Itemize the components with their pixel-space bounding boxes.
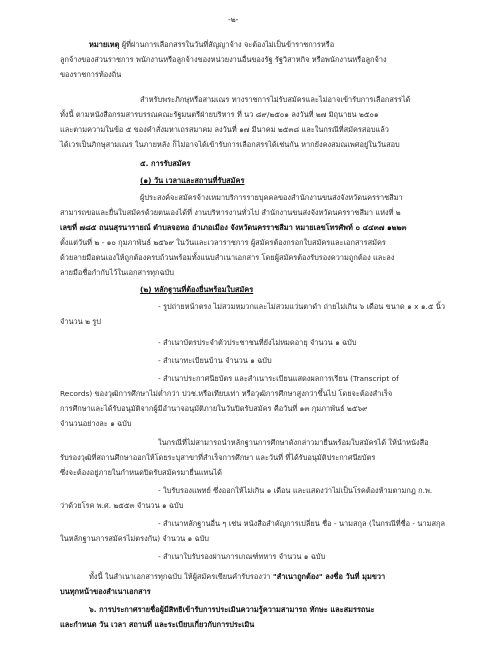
doc-photo-line-2: จำนวน ๒ รูป bbox=[60, 317, 101, 326]
doc-id-card: - สำเนาบัตรประจำตัวประชาชนที่ยังไม่หมดอายุ จำนวน ๑ ฉบับ bbox=[158, 338, 357, 347]
sub-1-line-1: ผู้ประสงค์จะสมัครจ้างเหมาบริการรายบุคคลของสำนักงานขนส่งจังหวัดนครราชสีมา bbox=[140, 193, 403, 202]
sub-2-heading: (๒) หลักฐานที่ต้องยื่นพร้อมใบสมัคร bbox=[140, 285, 254, 294]
doc-case-line-1: ในกรณีที่ไม่สามารถนำหลักฐานการศึกษาดังกล่าวมายื่นพร้อมใบสมัครได้ ให้นำหนังสือ bbox=[158, 438, 429, 447]
note-line-3: ของราชการท้องถิ่น bbox=[60, 70, 122, 79]
doc-case-line-2: รับรองวุฒิที่สถานศึกษาออกให้โดยระบุสาขาที่สำเร็จการศึกษา และวันที่ ที่ได้รับอนุมัติประกาศนียบัตร bbox=[60, 453, 376, 462]
doc-medical-line-1: - ใบรับรองแพทย์ ซึ่งออกให้ไม่เกิน ๑ เดือน และแสดงว่าไม่เป็นโรคต้องห้ามตามกฎ ก.พ. bbox=[158, 486, 433, 495]
doc-military: - สำเนาใบรับรองผ่านการเกณฑ์ทหาร จำนวน ๑ ฉบับ bbox=[158, 552, 326, 561]
sub-1-line-3: เลขที่ ๗๘๕ ถนนสุรนารายณ์ ตำบลจอหอ อำเภอเมือง จังหวัดนครราชสีมา หมายเลขโทรศัพท์ ๐ ๔๔๓๗ ๑๒๒๓ bbox=[60, 223, 407, 232]
monk-line-1: สำหรับพระภิกษุหรือสามเณร ทางราชการไม่รับสมัครและไม่อาจเข้ารับการเลือกสรรได้ bbox=[140, 95, 411, 104]
doc-photo-line-1: - รูปถ่ายหน้าตรง ไม่สวมหมวกและไม่สวมแว่นตาดำ ถ่ายไม่เกิน ๖ เดือน ขนาด ๑ x ๑.๕ นิ้ว bbox=[158, 302, 446, 311]
sub-1-line-6: ลายมือชื่อกำกับไว้ในเอกสารทุกฉบับ bbox=[60, 268, 174, 277]
monk-line-4: ได้เวรเป็นภิกษุสามเณร ในภายหลัง ก็ไม่อาจได้เข้ารับการเลือกสรรได้เช่นกัน หากยังคงสมณเพศอยู่ในวันสอบ bbox=[60, 140, 400, 149]
doc-other-line-2: ในหลักฐานการสมัครไม่ตรงกัน) จำนวน ๑ ฉบับ bbox=[60, 534, 209, 543]
note-line-1 bbox=[89, 40, 334, 49]
sub-1-line-2: สามารถขอและยื่นใบสมัครด้วยตนเองได้ที่ งานบริหารงานทั่วไป สำนักงานขนส่งจังหวัดนครราชสีมา แห่งที่ ๒ bbox=[60, 208, 401, 217]
note-text: ผู้ที่ผ่านการเลือกสรรในวันที่สัญญาจ้าง จะต้องไม่เป็นข้าราชการหรือ bbox=[119, 40, 335, 49]
doc-cert-line-3: การศึกษาและได้รับอนุมัติจากผู้มีอำนาจอนุมัติภายในวันปิดรับสมัคร คือวันที่ ๑๓ กุมภาพันธ์ ๒๕๖๙ bbox=[60, 404, 368, 413]
section-5-heading: ๕. การรับสมัคร bbox=[140, 159, 191, 168]
note-line-2: ลูกจ้างของส่วนราชการ พนักงานหรือลูกจ้างของหน่วยงานอื่นของรัฐ รัฐวิสาหกิจ หรือพนักงานหรือลูกจ้าง bbox=[60, 55, 387, 64]
doc-other-line-1: - สำเนาหลักฐานอื่น ๆ เช่น หนังสือสำคัญการเปลี่ยน ชื่อ - นามสกุล (ในกรณีที่ชื่อ - นามสกุล bbox=[158, 519, 446, 528]
certify-line-2: บนทุกหน้าของสำเนาเอกสาร bbox=[60, 587, 151, 596]
doc-case-line-3: ซึ่งจะต้องอยู่ภายในกำหนดปิดรับสมัครมายื่นแทนได้ bbox=[60, 468, 222, 477]
sub-1-heading: (๑) วัน เวลาและสถานที่รับสมัคร bbox=[140, 176, 245, 185]
doc-medical-line-2: ว่าด้วยโรค พ.ศ. ๒๕๕๓ จำนวน ๑ ฉบับ bbox=[60, 501, 184, 510]
monk-line-3: และตามความในข้อ ๕ ของคำสั่งมหาเถรสมาคม ลงวันที่ ๑๗ มีนาคม ๒๕๓๘ และในกรณีที่สมัครสอบแล้ว bbox=[60, 125, 389, 134]
certify-phrase: "สำเนาถูกต้อง" ลงชื่อ วันที่ มุมขวา bbox=[270, 572, 386, 581]
doc-cert-line-4: จำนวนอย่างละ ๑ ฉบับ bbox=[60, 419, 132, 428]
section-6-line-2: และกำหนด วัน เวลา สถานที่ และระเบียบเกี่ยวกับการประเมิน bbox=[60, 620, 255, 629]
section-6-line-1: ๖. การประกาศรายชื่อผู้มีสิทธิเข้ารับการประเมินความรู้ความสามารถ ทักษะ และสมรรถนะ bbox=[89, 605, 375, 614]
doc-house-registration: - สำเนาทะเบียนบ้าน จำนวน ๑ ฉบับ bbox=[158, 356, 272, 365]
doc-cert-line-1: - สำเนาประกาศนียบัตร และสำเนาระเบียนแสดงผลการเรียน (Transcript of bbox=[158, 374, 399, 383]
certify-text: ทั้งนี้ ในสำเนาเอกสารทุกฉบับ ให้ผู้สมัครเขียนคำรับรองว่า bbox=[89, 572, 271, 581]
doc-cert-line-2: Records) ของวุฒิการศึกษาไม่ต่ำกว่า ปวช.หรือเทียบเท่า หรือวุฒิการศึกษาสูงกว่าขึ้นไป โดยจะต้องสำเร็จ bbox=[60, 389, 393, 398]
certify-line-1 bbox=[89, 572, 385, 581]
note-label: หมายเหตุ bbox=[89, 40, 120, 49]
page-number: -๒- bbox=[228, 15, 239, 24]
monk-line-2: ทั้งนี้ ตามหนังสือกรมสารบรรณคณะรัฐมนตรีฝ่ายบริหาร ที่ นว ๘๙/๒๕๐๑ ลงวันที่ ๒๗ มิถุนายน ๒๕๐๑ bbox=[60, 110, 379, 119]
sub-1-line-5: ด้วยลายมือตนเองให้ถูกต้องครบถ้วนพร้อมทั้งแนบสำเนาเอกสาร โดยผู้สมัครต้องรับรองความถูกต้อง และลง bbox=[60, 253, 395, 262]
sub-1-line-4: ตั้งแต่วันที่ ๒ - ๑๐ กุมภาพันธ์ ๒๕๖๙ ในวันและเวลาราชการ ผู้สมัครต้องกรอกใบสมัครและเอกสารสมัคร bbox=[60, 238, 386, 247]
